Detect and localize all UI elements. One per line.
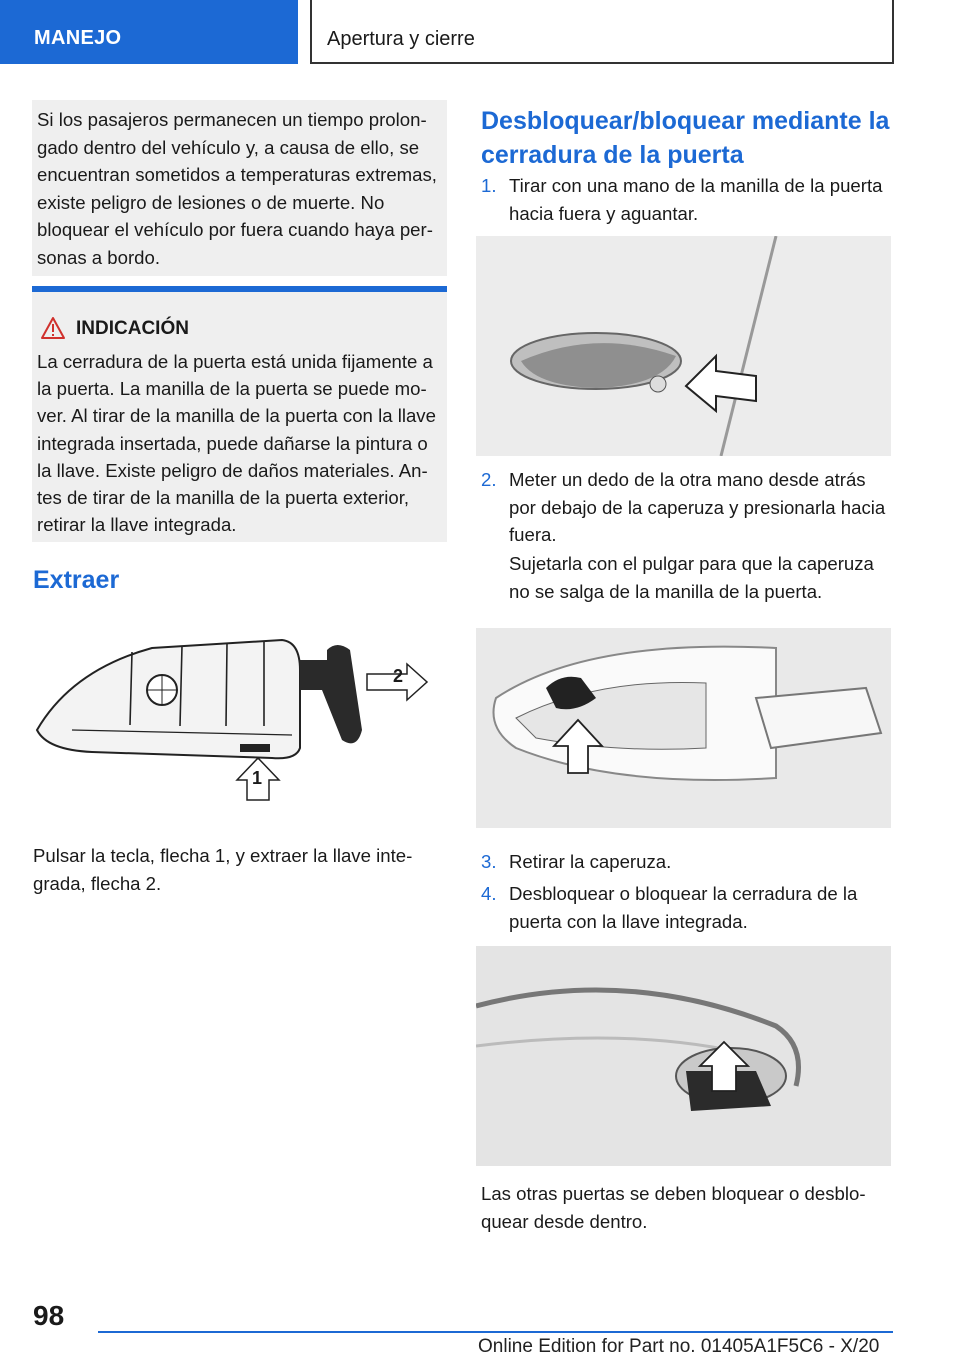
key-insert-illustration bbox=[476, 946, 891, 1166]
page-number: 98 bbox=[33, 1300, 65, 1331]
warning-triangle-icon bbox=[40, 316, 66, 340]
footer-edition: Online Edition for Part no. 01405A1F5C6 - X/20 bbox=[478, 1336, 880, 1357]
note-text: La cerradura de la puerta está unida fijamente a la puerta. La manilla de la puerta se puede mover. Al tirar de la manilla de la puerta con la llave integrada insertada, puede dañarse la pintura o la llave. Existe peligro de daños materiales. Antes de tirar de la manilla de la puerta exterior, retirar la llave integrada. bbox=[37, 351, 436, 536]
figure-label-1: 1 bbox=[252, 768, 263, 788]
step-number: 3. bbox=[481, 851, 497, 872]
section-heading-extraer: Extraer bbox=[33, 566, 120, 594]
chapter-header bbox=[310, 0, 894, 64]
warning-box-continued bbox=[32, 100, 447, 276]
step-4 bbox=[481, 880, 901, 936]
step-number: 1. bbox=[481, 175, 497, 196]
warning-text: Si los pasajeros permanecen un tiempo prolongado dentro del vehículo y, a causa de ello, se encuentran sometidos a temperaturas extremas, existe peligro de lesiones o de muerte. No bloquear el vehículo por fuera cuando haya personas a bordo. bbox=[37, 109, 437, 268]
note-box bbox=[32, 286, 447, 542]
note-title: INDICACIÓN bbox=[76, 318, 189, 339]
key-illustration bbox=[32, 630, 447, 810]
figure-label-2: 2 bbox=[393, 666, 404, 686]
footer-divider bbox=[98, 1331, 893, 1333]
step-text: Desbloquear o bloquear la cerradura de la puerta con la llave integrada. bbox=[509, 883, 858, 932]
step-2 bbox=[481, 466, 901, 606]
extraer-text: Pulsar la tecla, flecha 1, y extraer la llave integrada, flecha 2. bbox=[33, 845, 413, 894]
step-3 bbox=[481, 848, 901, 878]
section-label: MANEJO bbox=[34, 27, 122, 49]
step-number: 2. bbox=[481, 469, 497, 490]
step-1 bbox=[481, 172, 901, 228]
section-heading-lock: Desbloquear/bloquear mediante la cerradura de la puerta bbox=[481, 107, 890, 169]
step-number: 4. bbox=[481, 883, 497, 904]
step-text: Meter un dedo de la otra mano desde atrás por debajo de la caperuza y presionarla hacia fuera. bbox=[509, 469, 886, 545]
section-tab bbox=[0, 0, 298, 64]
step-extra-text: Sujetarla con el pulgar para que la caperuza no se salga de la manilla de la puerta. bbox=[509, 553, 874, 602]
cap-removal-illustration bbox=[476, 628, 891, 828]
closing-text: Las otras puertas se deben bloquear o desbloquear desde dentro. bbox=[481, 1183, 866, 1232]
step-text: Retirar la caperuza. bbox=[509, 851, 672, 872]
step-text: Tirar con una mano de la manilla de la puerta hacia fuera y aguantar. bbox=[509, 175, 883, 224]
door-handle-pull-illustration bbox=[476, 236, 891, 456]
chapter-title: Apertura y cierre bbox=[327, 28, 475, 50]
